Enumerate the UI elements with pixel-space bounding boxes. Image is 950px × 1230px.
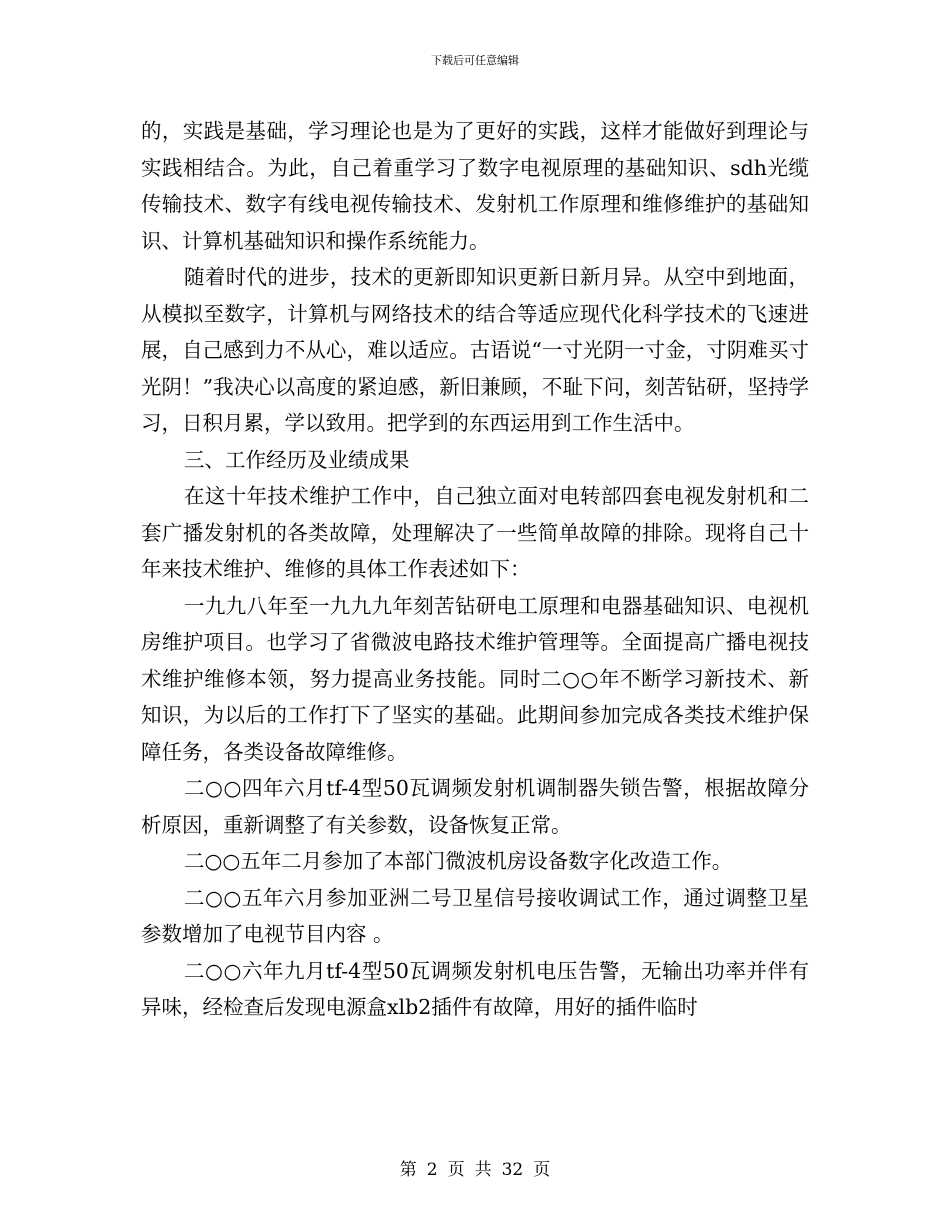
paragraph-6: 二○○五年二月参加了本部门微波机房设备数字化改造工作。 (184, 849, 733, 873)
paragraph-2: 随着时代的进步，技术的更新即知识更新日新月异。从空中到地面，从模拟至数字，计算机与网络技术的结合等适应现代化科学技术的飞速进展，自己感到力不从心，难以适应。古语说“一寸光阴一寸金，寸阴难买寸光阴！”我决心以高度的紧迫感，新旧兼顾，不耻下问，刻苦钻研，坚持学习，日积月累，学以致用。把学到的东西运用到工作生活中。 (141, 265, 809, 435)
footer-prefix: 第 (399, 1160, 417, 1180)
paragraph-4: 一九九八年至一九九九年刻苦钻研电工原理和电器基础知识、电视机房维护项目。也学习了省微波电路技术维护管理等。全面提高广播电视技术维护维修本领，努力提高业务技能。同时二○○年不断学习新技术、新知识，为以后的工作打下了坚实的基础。此期间参加完成各类技术维护保障任务，各类设备故障维修。 (141, 593, 809, 764)
page-footer (0, 1155, 950, 1180)
footer-suffix: 页 (533, 1160, 551, 1180)
paragraph-7: 二○○五年六月参加亚洲二号卫星信号接收调试工作，通过调整卫星参数增加了电视节目内容 。 (141, 885, 809, 946)
paragraph-3: 在这十年技术维护工作中，自己独立面对电转部四套电视发射机和二套广播发射机的各类故障，处理解决了一些简单故障的排除。现将自己十年来技术维护、维修的具体工作表述如下： (141, 484, 809, 581)
document-body (141, 113, 809, 1026)
footer-page-word: 页 (447, 1160, 465, 1180)
footer-page-number: 2 (426, 1160, 438, 1180)
paragraph-1: 的，实践是基础，学习理论也是为了更好的实践，这样才能做好到理论与实践相结合。为此，自己着重学习了数字电视原理的基础知识、sdh光缆传输技术、数字有线电视传输技术、发射机工作原理和维修维护的基础知识、计算机基础知识和操作系统能力。 (141, 119, 809, 253)
footer-total-word: 共 (474, 1160, 492, 1180)
paragraph-8: 二○○六年九月tf-4型50瓦调频发射机电压告警，无输出功率并伴有异味，经检查后发现电源盒xlb2插件有故障，用好的插件临时 (141, 958, 809, 1019)
paragraph-5: 二○○四年六月tf-4型50瓦调频发射机调制器失锁告警，根据故障分析原因，重新调整了有关参数，设备恢复正常。 (141, 776, 809, 837)
section-heading: 三、工作经历及业绩成果 (184, 447, 410, 472)
footer-total-pages: 32 (501, 1160, 524, 1180)
page-header: 下载后可任意编辑 (431, 54, 519, 67)
